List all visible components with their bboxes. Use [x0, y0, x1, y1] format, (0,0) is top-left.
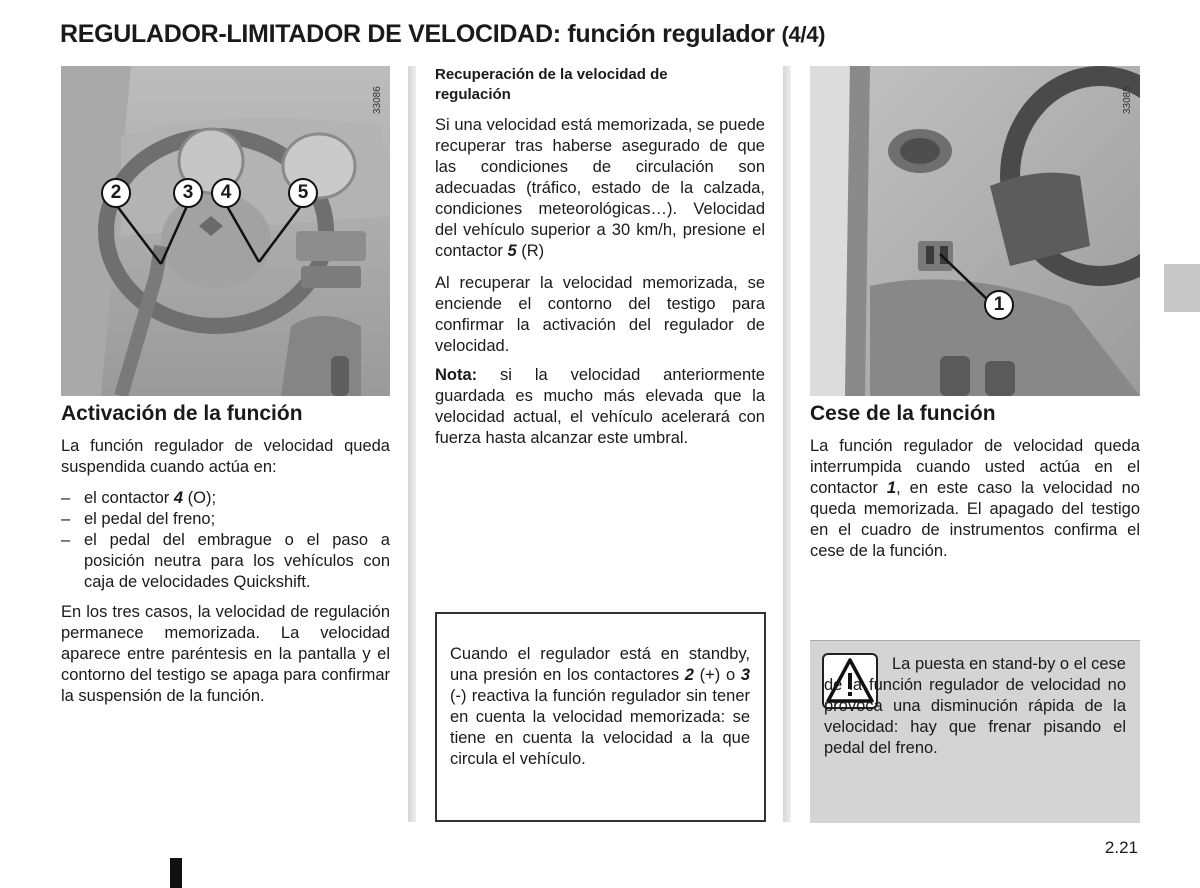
recuperacion-para2: Al recuperar la velocidad memorizada, se enciende el contorno del testigo para confirmar la activación del regulador de velocidad. [435, 274, 765, 355]
contactor-number: 1 [886, 479, 897, 497]
page-number: 2.21 [1104, 838, 1138, 857]
title-part: (4/4) [781, 22, 826, 47]
list-item [61, 509, 390, 530]
steering-wheel-photo [61, 66, 390, 396]
chapter-tab [1164, 264, 1200, 312]
contactor-number: 3 [740, 666, 750, 684]
activacion-heading: Activación de la función [61, 402, 303, 425]
callout-1: 1 [984, 290, 1014, 320]
callout-5: 5 [288, 178, 318, 208]
contactor-number: 2 [684, 666, 694, 684]
title-text: REGULADOR-LIMITADOR DE VELOCIDAD: función regulador [60, 20, 775, 48]
warning-box [810, 640, 1140, 823]
cese-text: La función regulador de velocidad queda interrumpida cuando usted actúa en el contactor [810, 437, 1140, 497]
list-item [61, 530, 390, 593]
callout-4: 4 [211, 178, 241, 208]
column-divider-right [783, 66, 791, 822]
callout-2: 2 [101, 178, 131, 208]
figure-ref-number: 33085 [1122, 86, 1133, 114]
standby-text: Cuando el regulador está en standby, una presión en los contactores [450, 645, 750, 684]
recuperacion-para1-text: Si una velocidad está memorizada, se puede recuperar tras haberse asegurado de que las condiciones de circulación son adecuadas (tráfico, estado de la calzada, condiciones meteorológicas…). Velocidad del vehículo superior a 30 km/h, presione el contactor [435, 116, 765, 260]
nota-text: si la velocidad anteriormente guardada es mucho más elevada que la velocidad actual, el vehículo acelerará con fuerza hasta alcanzar este umbral. [435, 366, 765, 447]
dashboard-switch-photo [810, 66, 1140, 396]
activacion-closing: En los tres casos, la velocidad de regulación permanece memorizada. La velocidad aparece entre paréntesis en la pantalla y el contorno del testigo se apaga para confirmar la suspensión de la función. [61, 603, 390, 705]
standby-text: (+) o [693, 666, 741, 684]
list-item-text: (O); [183, 489, 217, 507]
list-item-text: el pedal del freno; [84, 510, 216, 528]
standby-info-text [450, 644, 750, 770]
callout-3: 3 [173, 178, 203, 208]
recuperacion-heading: Recuperación de la velocidad de regulación [435, 66, 668, 103]
recuperacion-para1 [435, 115, 765, 262]
activacion-list [61, 488, 390, 593]
activacion-intro: La función regulador de velocidad queda suspendida cuando actúa en: [61, 437, 390, 476]
list-item-text: el pedal del embrague o el paso a posición neutra para los vehículos con caja de velocidades Quickshift. [84, 531, 390, 591]
nota-paragraph [435, 365, 765, 449]
nota-label: Nota: [435, 366, 478, 384]
cese-text: , en este caso la velocidad no queda memorizada. El apagado del testigo en el cuadro de instrumentos confirma el cese de la función. [810, 479, 1140, 560]
contactor-number: 4 [173, 489, 184, 507]
standby-text: (-) reactiva la función regulador sin tener en cuenta la velocidad memorizada: se tiene en cuenta la velocidad a la que circula el vehículo. [450, 687, 750, 768]
figure-ref-number: 33086 [372, 86, 383, 114]
contactor-number: 5 [507, 242, 517, 260]
page-title [60, 20, 825, 49]
cese-heading: Cese de la función [810, 402, 996, 425]
standby-info-box [435, 612, 766, 822]
list-item [61, 488, 390, 509]
crop-mark [170, 858, 182, 888]
column-divider-left [408, 66, 416, 822]
warning-text: La puesta en stand-by o el cese de la función regulador de velocidad no provoca una disminución rápida de la velocidad: hay que frenar pisando el pedal del freno. [824, 655, 1126, 757]
list-item-text: el contactor [84, 489, 174, 507]
recuperacion-para1-tail: (R) [516, 242, 545, 260]
cese-paragraph [810, 436, 1140, 562]
